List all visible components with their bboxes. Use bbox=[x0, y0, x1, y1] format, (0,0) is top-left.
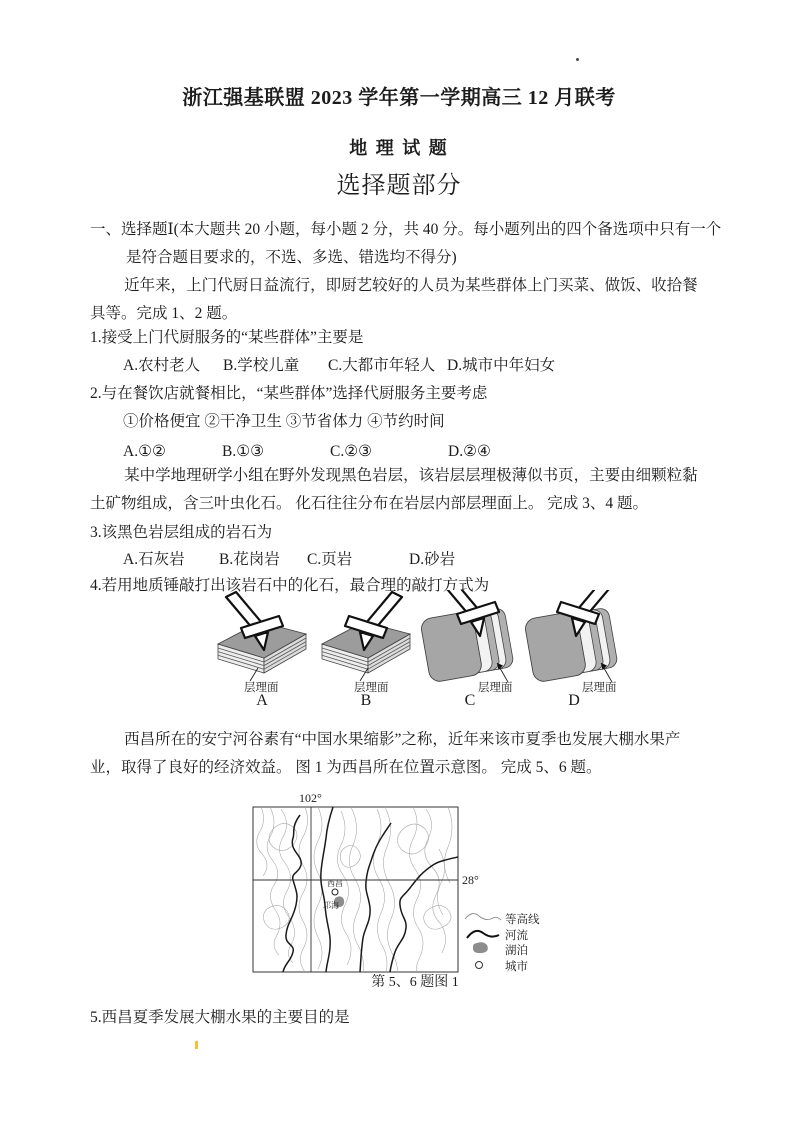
city-marker bbox=[332, 889, 338, 895]
q2-option-c: C.②③ bbox=[330, 443, 373, 460]
city-name-label: 西昌 bbox=[327, 879, 343, 888]
q3-option-b: B.花岗岩 bbox=[219, 551, 280, 568]
section-instructions: 一、选择题Ⅰ(本大题共 20 小题，每小题 2 分，共 40 分。每小题列出的四个备选项中只有一个是符合题目要求的，不选、多选、错选均不得分) bbox=[90, 221, 722, 266]
figure-map-xichang bbox=[243, 789, 565, 994]
parallel-label: 28° bbox=[462, 873, 479, 887]
question-3-stem: 3.该黑色岩层组成的岩石为 bbox=[90, 524, 273, 541]
question-4-stem: 4.若用地质锤敲打出该岩石中的化石，最合理的敲打方式为 bbox=[90, 577, 490, 594]
question-5-stem: 5.西昌夏季发展大棚水果的主要目的是 bbox=[90, 1009, 350, 1026]
legend-city-label: 城市 bbox=[505, 961, 528, 973]
bedding-plane-label-a: 层理面 bbox=[244, 682, 279, 694]
q1-option-d: D.城市中年妇女 bbox=[447, 357, 556, 374]
legend-city-symbol bbox=[476, 962, 483, 969]
question-2-suboptions: ①价格便宜 ②干净卫生 ③节省体力 ④节约时间 bbox=[123, 413, 445, 430]
bedding-plane-label-b: 层理面 bbox=[354, 682, 389, 694]
rock-hammer-diagram-c-icon bbox=[420, 590, 520, 694]
bedding-plane-label-c: 层理面 bbox=[478, 682, 513, 694]
rock-hammer-diagram-a-icon bbox=[212, 590, 312, 694]
figure-q4-letter-c: C bbox=[464, 692, 476, 709]
lake-name-label: 邛海 bbox=[323, 901, 339, 910]
q3-option-d: D.砂岩 bbox=[409, 551, 456, 568]
passage-1: 近年来，上门代厨日益流行，即厨艺较好的人员为某些群体上门买菜、做饭、收拾餐具等。完成 1、2 题。 bbox=[90, 277, 698, 322]
scan-artifact-dot bbox=[576, 58, 579, 61]
meridian-label: 102° bbox=[299, 791, 322, 805]
bedding-plane-label-d: 层理面 bbox=[582, 682, 617, 694]
legend-lake-label: 湖泊 bbox=[505, 945, 528, 957]
q1-option-c: C.大都市年轻人 bbox=[328, 357, 436, 374]
rock-hammer-diagram-d-icon bbox=[524, 590, 624, 694]
rock-hammer-diagram-b-icon bbox=[316, 590, 416, 694]
question-2-stem: 2.与在餐饮店就餐相比，“某些群体”选择代厨服务主要考虑 bbox=[90, 385, 488, 402]
figure-q4-panel-a bbox=[212, 590, 312, 710]
passage-2: 某中学地理研学小组在野外发现黑色岩层，该岩层层理极薄似书页，主要由细颗粒黏土矿物组成，含三叶虫化石。 化石往往分布在岩层内部层理面上。 完成 3、4 题。 bbox=[90, 467, 698, 512]
figure-q4-letter-a: A bbox=[256, 692, 268, 709]
figure-q4-letter-d: D bbox=[568, 692, 580, 709]
figure-map-caption: 第 5、6 题图 1 bbox=[371, 975, 459, 990]
q2-option-d: D.②④ bbox=[448, 443, 491, 460]
section-heading: 选择题部分 bbox=[336, 173, 462, 199]
q1-option-b: B.学校儿童 bbox=[223, 357, 300, 374]
legend-contour-symbol bbox=[465, 914, 501, 920]
q3-option-c: C.页岩 bbox=[307, 551, 353, 568]
q3-option-a: A.石灰岩 bbox=[123, 551, 185, 568]
legend-contour-label: 等高线 bbox=[505, 914, 540, 926]
figure-q4-hammer-diagrams bbox=[212, 590, 624, 710]
question-1-options bbox=[90, 352, 741, 380]
q2-option-a: A.①② bbox=[123, 443, 166, 460]
scan-artifact-yellow-mark bbox=[195, 1041, 198, 1049]
figure-q4-panel-b bbox=[316, 590, 416, 710]
figure-q4-panel-c bbox=[420, 590, 520, 710]
passage-3: 西昌所在的安宁河谷素有“中国水果缩影”之称，近年来该市夏季也发展大棚水果产业，取得了良好的经济效益。 图 1 为西昌所在位置示意图。 完成 5、6 题。 bbox=[90, 731, 681, 776]
legend-river-label: 河流 bbox=[505, 930, 528, 942]
q2-option-b: B.①③ bbox=[222, 443, 265, 460]
figure-q4-panel-d bbox=[524, 590, 624, 710]
map-legend bbox=[465, 912, 540, 973]
question-1-stem: 1.接受上门代厨服务的“某些群体”主要是 bbox=[90, 329, 364, 346]
topographic-map-icon bbox=[243, 789, 565, 989]
page-title: 浙江强基联盟 2023 学年第一学期高三 12 月联考 bbox=[182, 87, 616, 109]
legend-lake-symbol bbox=[473, 942, 488, 953]
figure-q4-letter-b: B bbox=[360, 692, 372, 709]
legend-river-symbol bbox=[467, 931, 499, 938]
subject-title: 地 理 试 题 bbox=[349, 138, 449, 158]
q1-option-a: A.农村老人 bbox=[123, 357, 201, 374]
question-3-options bbox=[90, 546, 741, 574]
